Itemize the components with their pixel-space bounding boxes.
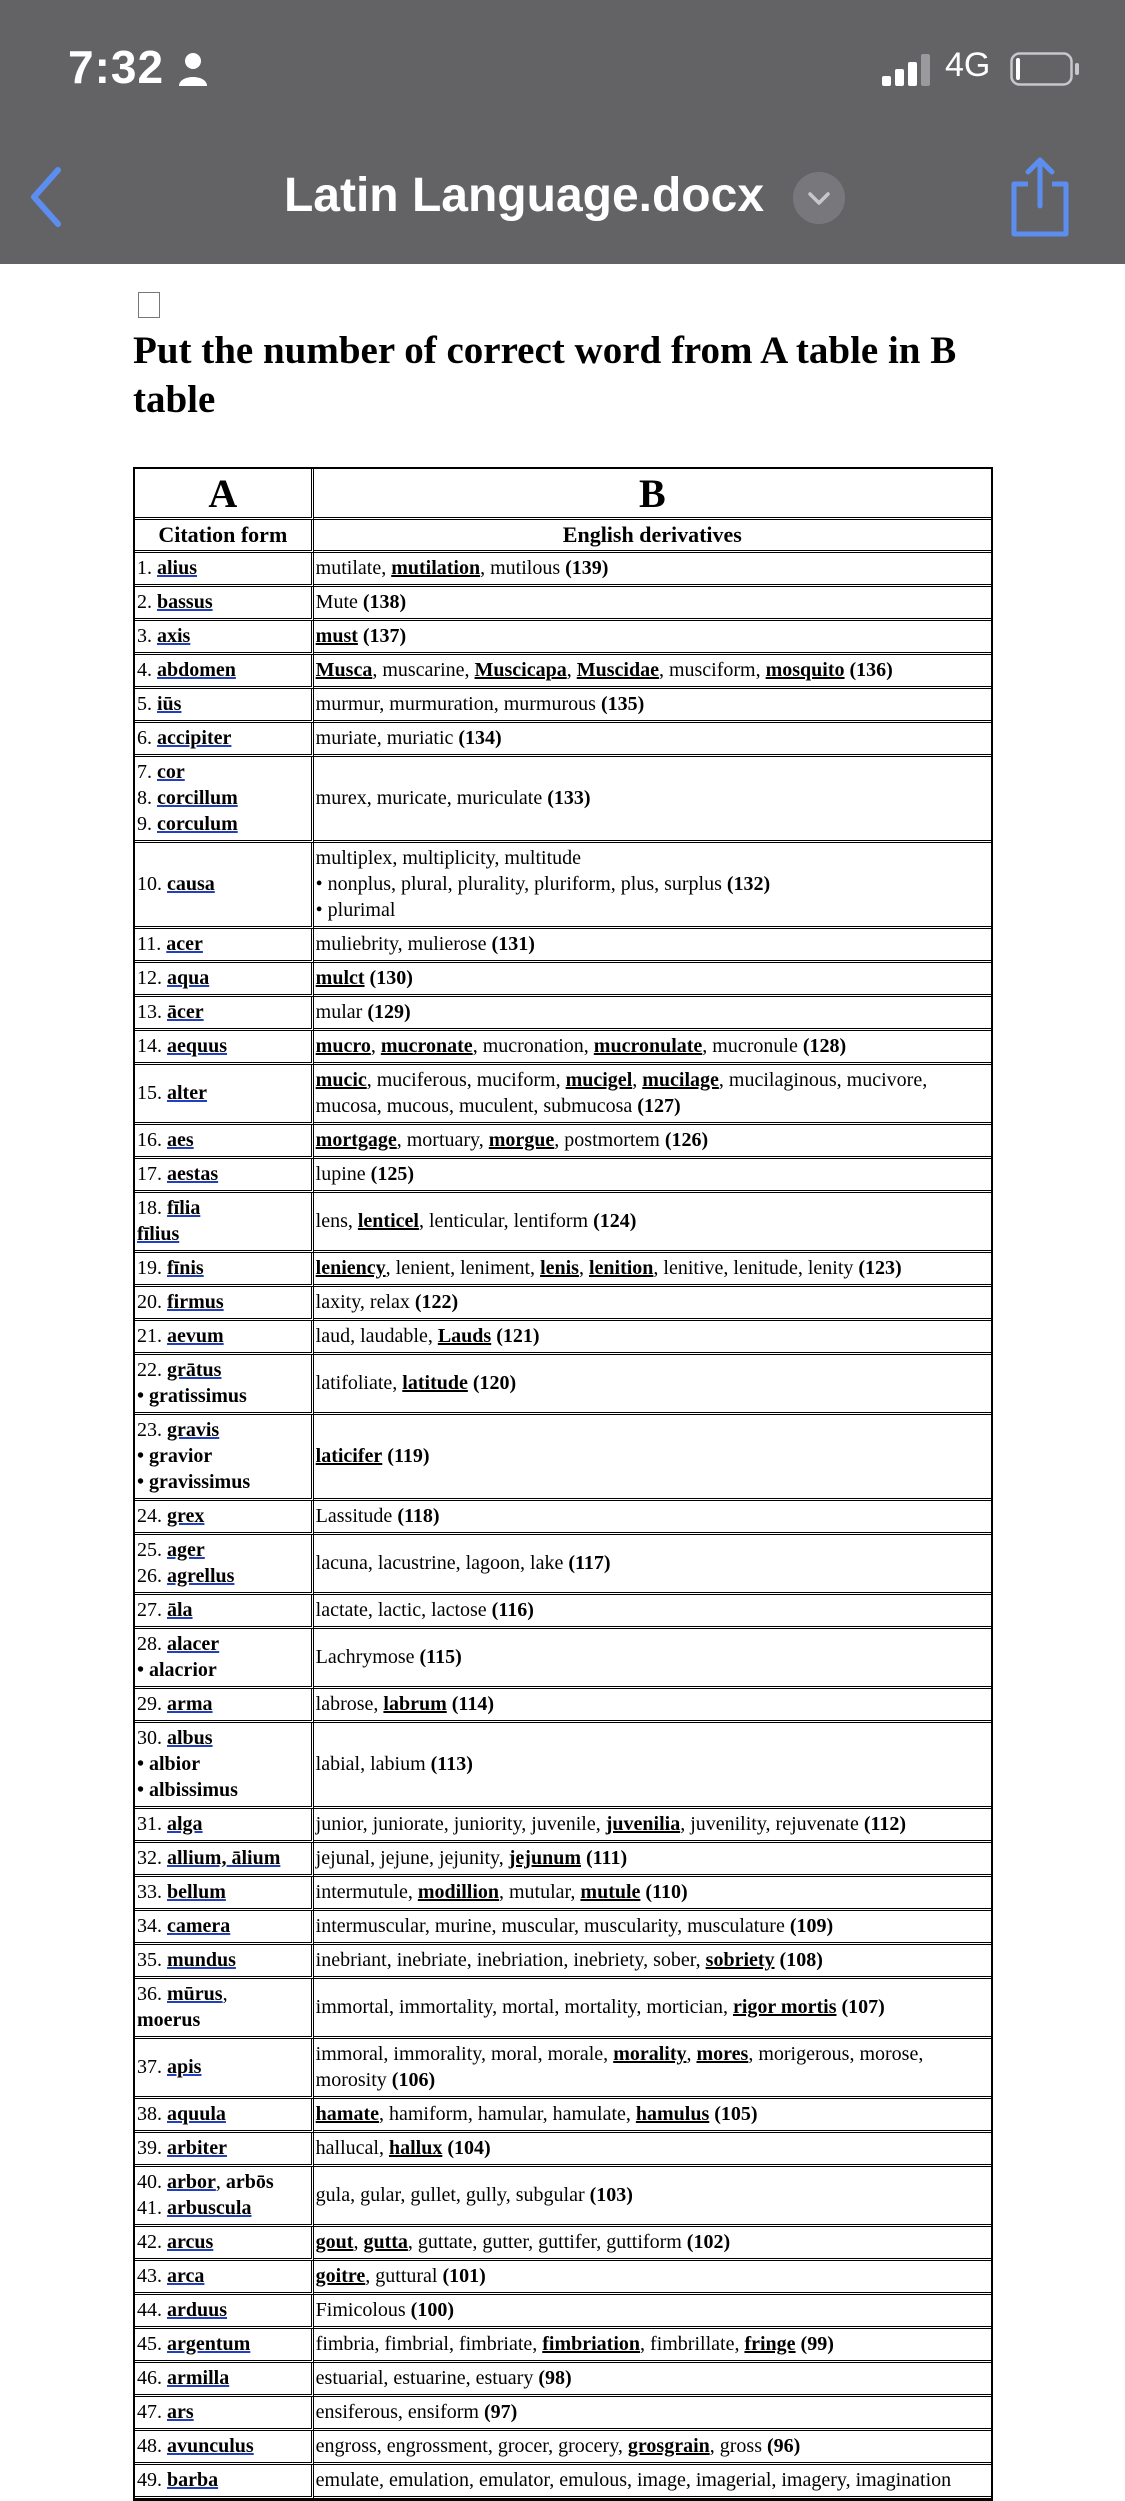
citation-form-cell: 47. ars (135, 2397, 314, 2431)
table-row (135, 689, 991, 723)
subheader-citation-form: Citation form (135, 520, 314, 553)
english-derivatives-cell: immortal, immortality, mortal, mortality, mortician, rigor mortis (107) (314, 1979, 991, 2039)
citation-form-cell: 36. mūrus, moerus (135, 1979, 314, 2039)
citation-form-cell: 28. alacer • alacrior (135, 1629, 314, 1689)
subheader-english-derivatives: English derivatives (314, 520, 991, 553)
table-row (135, 2039, 991, 2099)
citation-form-cell: 33. bellum (135, 1877, 314, 1911)
table-row (135, 1689, 991, 1723)
table-row (135, 2261, 991, 2295)
table-row (135, 2431, 991, 2465)
table-row (135, 1535, 991, 1595)
english-derivatives-cell: mortgage, mortuary, morgue, postmortem (126) (314, 1125, 991, 1159)
english-derivatives-cell: junior, juniorate, juniority, juvenile, juvenilia, juvenility, rejuvenate (112) (314, 1809, 991, 1843)
share-icon[interactable] (1008, 154, 1072, 238)
english-derivatives-cell: multiplex, multiplicity, multitude • nonplus, plural, plurality, pluriform, plus, surplus (132) • plurimal (314, 843, 991, 929)
status-time: 7:32 (68, 41, 165, 93)
citation-form-cell: 17. aestas (135, 1159, 314, 1193)
citation-form-cell: 35. mundus (135, 1945, 314, 1979)
citation-form-cell: 11. acer (135, 929, 314, 963)
citation-form-cell: 24. grex (135, 1501, 314, 1535)
english-derivatives-cell: intermutule, modillion, mutular, mutule (110) (314, 1877, 991, 1911)
battery-icon (1010, 52, 1080, 86)
citation-form-cell: 46. armilla (135, 2363, 314, 2397)
english-derivatives-cell: lacuna, lacustrine, lagoon, lake (117) (314, 1535, 991, 1595)
english-derivatives-cell: murmur, murmuration, murmurous (135) (314, 689, 991, 723)
english-derivatives-cell: laud, laudable, Lauds (121) (314, 1321, 991, 1355)
table-row (135, 1355, 991, 1415)
citation-form-cell: 40. arbor, arbōs 41. arbuscula (135, 2167, 314, 2227)
citation-form-cell: 38. aquula (135, 2099, 314, 2133)
document-content[interactable] (0, 264, 1125, 2491)
table-row (135, 1843, 991, 1877)
table-row (135, 2397, 991, 2431)
table-row (135, 1193, 991, 1253)
table-row (135, 1723, 991, 1809)
document-title[interactable]: Latin Language.docx (283, 169, 765, 222)
citation-form-cell: 21. aevum (135, 1321, 314, 1355)
citation-form-cell: 25. ager 26. agrellus (135, 1535, 314, 1595)
citation-form-cell: 22. grātus • gratissimus (135, 1355, 314, 1415)
citation-form-cell: 13. ācer (135, 997, 314, 1031)
citation-form-cell: 7. cor 8. corcillum 9. corculum (135, 757, 314, 843)
table-row (135, 2465, 991, 2499)
citation-form-cell: 45. argentum (135, 2329, 314, 2363)
word-table (133, 467, 993, 2501)
english-derivatives-cell: Lassitude (118) (314, 1501, 991, 1535)
citation-form-cell: 20. firmus (135, 1287, 314, 1321)
table-row (135, 655, 991, 689)
english-derivatives-cell: fimbria, fimbrial, fimbriate, fimbriation, fimbrillate, fringe (99) (314, 2329, 991, 2363)
table-row (135, 1877, 991, 1911)
citation-form-cell: 15. alter (135, 1065, 314, 1125)
citation-form-cell: 2. bassus (135, 587, 314, 621)
citation-form-cell: 29. arma (135, 1689, 314, 1723)
citation-form-cell: 12. aqua (135, 963, 314, 997)
page-title: Put the number of correct word from A table in B table (133, 329, 957, 421)
english-derivatives-cell: goitre, guttural (101) (314, 2261, 991, 2295)
checkbox[interactable] (138, 292, 160, 318)
citation-form-cell: 27. āla (135, 1595, 314, 1629)
english-derivatives-cell: leniency, lenient, leniment, lenis, lenition, lenitive, lenitude, lenity (123) (314, 1253, 991, 1287)
english-derivatives-cell: intermuscular, murine, muscular, muscularity, musculature (109) (314, 1911, 991, 1945)
chevron-down-icon[interactable] (793, 172, 845, 224)
table-row (135, 2099, 991, 2133)
network-label: 4G (945, 46, 991, 84)
citation-form-cell: 14. aequus (135, 1031, 314, 1065)
table-row (135, 1125, 991, 1159)
table-row (135, 1979, 991, 2039)
table-row (135, 757, 991, 843)
citation-form-cell: 23. gravis • gravior • gravissimus (135, 1415, 314, 1501)
column-header-a: A (135, 469, 314, 520)
column-header-b: B (314, 469, 991, 520)
english-derivatives-cell: lactate, lactic, lactose (116) (314, 1595, 991, 1629)
table-row (135, 1031, 991, 1065)
table-row (135, 2329, 991, 2363)
citation-form-cell: 44. arduus (135, 2295, 314, 2329)
citation-form-cell: 4. abdomen (135, 655, 314, 689)
citation-form-cell: 37. apis (135, 2039, 314, 2099)
english-derivatives-cell: Mute (138) (314, 587, 991, 621)
english-derivatives-cell: jejunal, jejune, jejunity, jejunum (111) (314, 1843, 991, 1877)
english-derivatives-cell: laticifer (119) (314, 1415, 991, 1501)
english-derivatives-cell: must (137) (314, 621, 991, 655)
table-row (135, 1321, 991, 1355)
citation-form-cell: 19. fīnis (135, 1253, 314, 1287)
table-row (135, 2363, 991, 2397)
english-derivatives-cell: mulct (130) (314, 963, 991, 997)
table-row (135, 2227, 991, 2261)
english-derivatives-cell: lupine (125) (314, 1159, 991, 1193)
english-derivatives-cell: labial, labium (113) (314, 1723, 991, 1809)
english-derivatives-cell: estuarial, estuarine, estuary (98) (314, 2363, 991, 2397)
table-row (135, 1415, 991, 1501)
table-row (135, 1911, 991, 1945)
english-derivatives-cell: latifoliate, latitude (120) (314, 1355, 991, 1415)
status-bar (0, 0, 1125, 130)
citation-form-cell: 42. arcus (135, 2227, 314, 2261)
nav-bar (0, 130, 1125, 264)
english-derivatives-cell: muliebrity, mulierose (131) (314, 929, 991, 963)
english-derivatives-cell: inebriant, inebriate, inebriation, inebriety, sober, sobriety (108) (314, 1945, 991, 1979)
citation-form-cell: 16. aes (135, 1125, 314, 1159)
table-row (135, 1065, 991, 1125)
table-row (135, 997, 991, 1031)
english-derivatives-cell: mucic, muciferous, muciform, mucigel, mucilage, mucilaginous, mucivore, mucosa, mucous, muculent, submucosa (127) (314, 1065, 991, 1125)
table-row (135, 843, 991, 929)
table-row (135, 1159, 991, 1193)
english-derivatives-cell: mucro, mucronate, mucronation, mucronulate, mucronule (128) (314, 1031, 991, 1065)
table-row (135, 621, 991, 655)
table-row (135, 1945, 991, 1979)
table-row (135, 1629, 991, 1689)
english-derivatives-cell: gula, gular, gullet, gully, subgular (103) (314, 2167, 991, 2227)
table-row (135, 929, 991, 963)
citation-form-cell: 30. albus • albior • albissimus (135, 1723, 314, 1809)
english-derivatives-cell: mular (129) (314, 997, 991, 1031)
english-derivatives-cell: hamate, hamiform, hamular, hamulate, hamulus (105) (314, 2099, 991, 2133)
english-derivatives-cell: mutilate, mutilation, mutilous (139) (314, 553, 991, 587)
table-row (135, 2133, 991, 2167)
table-row (135, 2167, 991, 2227)
table-row (135, 587, 991, 621)
english-derivatives-cell: Lachrymose (115) (314, 1629, 991, 1689)
citation-form-cell: 5. iūs (135, 689, 314, 723)
table-row (135, 723, 991, 757)
citation-form-cell: 49. barba (135, 2465, 314, 2499)
english-derivatives-cell: lens, lenticel, lenticular, lentiform (124) (314, 1193, 991, 1253)
english-derivatives-cell: murex, muricate, muriculate (133) (314, 757, 991, 843)
citation-form-cell: 39. arbiter (135, 2133, 314, 2167)
table-row (135, 1253, 991, 1287)
signal-icon (882, 54, 934, 86)
english-derivatives-cell: gout, gutta, guttate, gutter, guttifer, guttiform (102) (314, 2227, 991, 2261)
english-derivatives-cell: ensiferous, ensiform (97) (314, 2397, 991, 2431)
table-row (135, 1501, 991, 1535)
english-derivatives-cell: Fimicolous (100) (314, 2295, 991, 2329)
table-row (135, 1595, 991, 1629)
table-body (135, 553, 991, 2499)
citation-form-cell: 18. fīlia fīlius (135, 1193, 314, 1253)
citation-form-cell: 6. accipiter (135, 723, 314, 757)
citation-form-cell: 10. causa (135, 843, 314, 929)
citation-form-cell: 32. allium, ālium (135, 1843, 314, 1877)
english-derivatives-cell: laxity, relax (122) (314, 1287, 991, 1321)
english-derivatives-cell: muriate, muriatic (134) (314, 723, 991, 757)
english-derivatives-cell: emulate, emulation, emulator, emulous, image, imagerial, imagery, imagination (314, 2465, 991, 2499)
english-derivatives-cell: immoral, immorality, moral, morale, morality, mores, morigerous, morose, morosity (106) (314, 2039, 991, 2099)
table-row (135, 963, 991, 997)
citation-form-cell: 3. axis (135, 621, 314, 655)
citation-form-cell: 43. arca (135, 2261, 314, 2295)
table-row (135, 553, 991, 587)
english-derivatives-cell: labrose, labrum (114) (314, 1689, 991, 1723)
table-row (135, 1287, 991, 1321)
person-icon (178, 52, 208, 86)
citation-form-cell: 1. alius (135, 553, 314, 587)
citation-form-cell: 31. alga (135, 1809, 314, 1843)
english-derivatives-cell: hallucal, hallux (104) (314, 2133, 991, 2167)
english-derivatives-cell: Musca, muscarine, Muscicapa, Muscidae, musciform, mosquito (136) (314, 655, 991, 689)
citation-form-cell: 48. avunculus (135, 2431, 314, 2465)
citation-form-cell: 34. camera (135, 1911, 314, 1945)
table-row (135, 2295, 991, 2329)
english-derivatives-cell: engross, engrossment, grocer, grocery, grosgrain, gross (96) (314, 2431, 991, 2465)
table-row (135, 1809, 991, 1843)
